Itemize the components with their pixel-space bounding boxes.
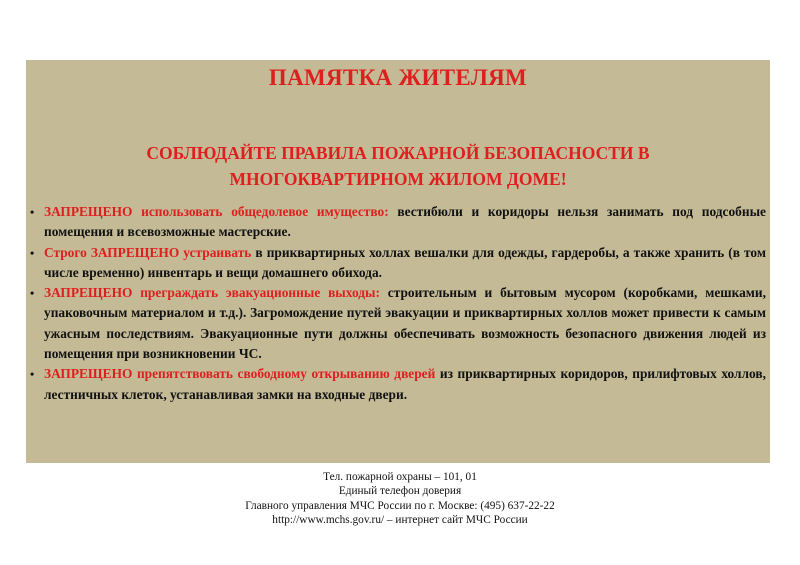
website-link: http://www.mchs.gov.ru/ – интернет сайт МЧС России xyxy=(272,513,528,526)
bullet-icon: • xyxy=(30,205,35,219)
bullet-icon: • xyxy=(30,367,35,382)
memo-panel xyxy=(26,60,770,463)
hotline-label: Единый телефон доверия xyxy=(338,485,462,498)
rule-item xyxy=(30,202,766,243)
subtitle-line-1: СОБЛЮДАЙТЕ ПРАВИЛА ПОЖАРНОЙ БЕЗОПАСНОСТИ В xyxy=(146,143,650,163)
memo-subtitle xyxy=(86,140,710,192)
rule-lead: ЗАПРЕЩЕНО использовать общедолевое имущество: xyxy=(44,204,389,219)
subtitle-line-2: МНОГОКВАРТИРНОМ ЖИЛОМ ДОМЕ! xyxy=(229,169,567,189)
rule-item xyxy=(30,283,766,364)
bullet-icon: • xyxy=(30,245,35,260)
rule-item xyxy=(30,243,766,284)
rule-text: в приквартирных холлах вешалки для одежды, гардеробы, а также хранить (в том числе временно) инвентарь и вещи домашнего обихода. xyxy=(44,244,766,280)
rules-list xyxy=(30,202,766,405)
rule-lead: ЗАПРЕЩЕНО препятствовать свободному открыванию дверей xyxy=(44,366,436,382)
contact-footer xyxy=(0,470,800,527)
rule-text: строительным и бытовым мусором (коробками, мешками, упаковочным материалом и т.д.). Загромождение путей эвакуации и приквартирных холлов может привести к самым ужасным последствиям. Эвакуационные пути должны обеспечивать возможность безопасного движения людей из помещения при возникновении ЧС. xyxy=(44,285,766,362)
bullet-icon: • xyxy=(30,286,35,301)
fire-service-phone: Тел. пожарной охраны – 101, 01 xyxy=(323,471,477,483)
rule-lead: Строго ЗАПРЕЩЕНО устраивать xyxy=(44,244,252,260)
rule-text: вестибюли и коридоры нельзя занимать под подсобные помещения и всевозможные мастерские. xyxy=(44,204,766,240)
memo-title: ПАМЯТКА ЖИТЕЛЯМ xyxy=(268,65,528,90)
rule-text: из приквартирных коридоров, прилифтовых холлов, лестничных клеток, устанавливая замки на входные двери. xyxy=(44,366,767,402)
rule-lead: ЗАПРЕЩЕНО преграждать эвакуационные выходы: xyxy=(44,285,380,301)
rule-item xyxy=(30,364,766,405)
hotline-phone: Главного управления МЧС России по г. Москве: (495) 637-22-22 xyxy=(245,499,555,512)
